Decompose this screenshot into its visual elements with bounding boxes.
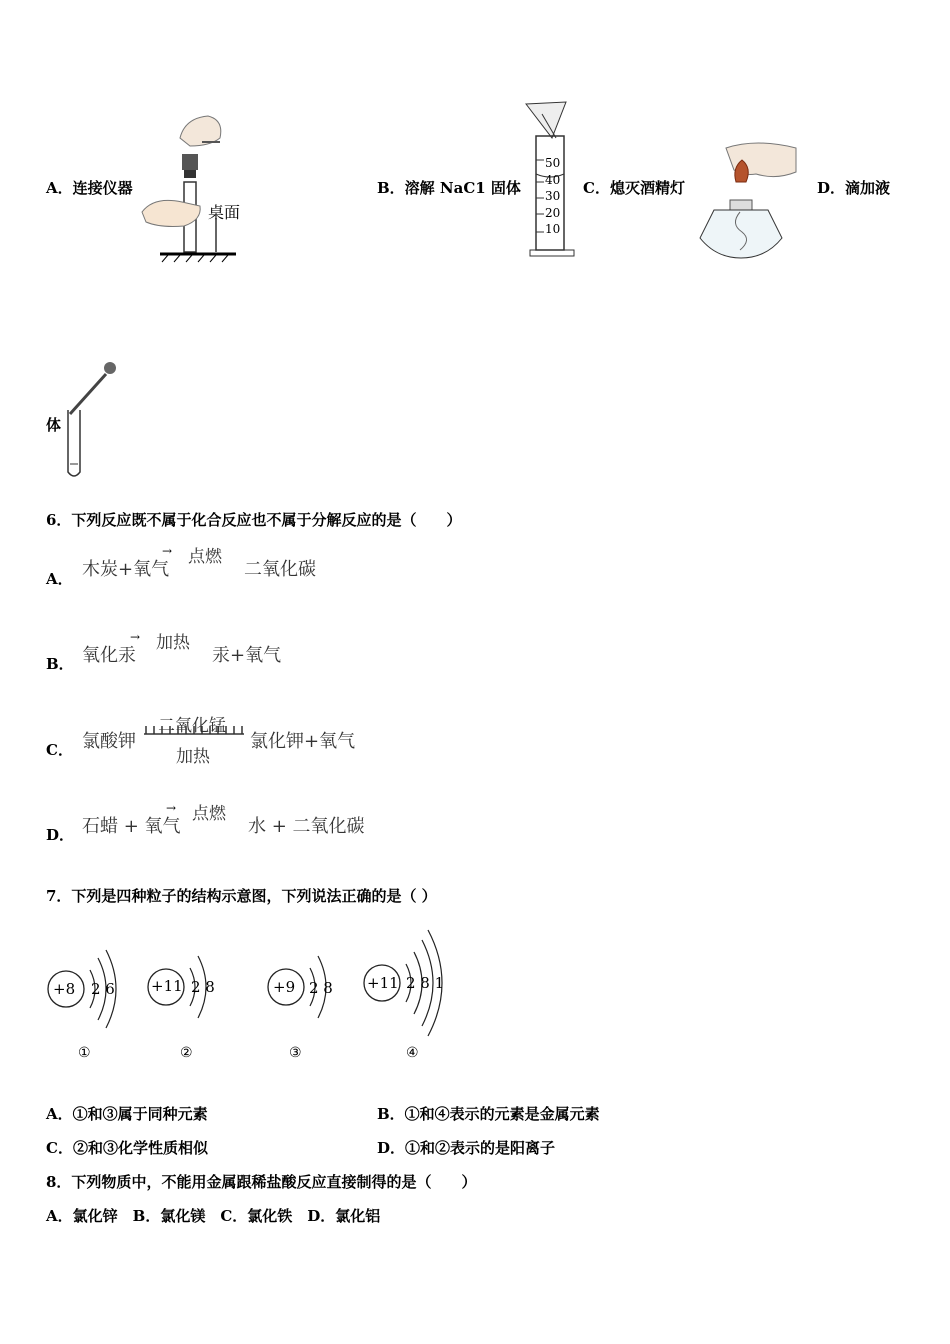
particle-4-electrons: 2 8 1 [406, 974, 445, 992]
particle-4-label: ④ [406, 1045, 419, 1061]
q6-c-condition-bottom: 加热 [176, 747, 210, 767]
connect-apparatus-figure [140, 110, 250, 265]
arrow-icon: → [162, 544, 173, 558]
particle-2-electrons: 2 8 [191, 978, 215, 996]
q7-option-a[interactable]: A．①和③属于同种元素 [46, 1105, 208, 1123]
particle-1-nucleus: +8 [53, 980, 76, 998]
comb-arrow-icon [144, 724, 248, 738]
q6-b-reactants: 氧化汞 [82, 645, 136, 666]
arrow-icon: → [166, 801, 177, 815]
q6-d-reactants: 石蜡 + 氧气 [82, 816, 181, 837]
q6-b-condition: 加热 [156, 633, 190, 653]
table-label: 桌面 [208, 203, 241, 222]
q5-option-c[interactable]: C．熄灭酒精灯 [583, 179, 685, 197]
q6-b-label[interactable]: B． [46, 655, 74, 673]
dropper-test-tube-figure [60, 360, 120, 482]
q8-stem: 8．下列物质中，不能用金属跟稀盐酸反应直接制得的是（ ） [46, 1173, 477, 1191]
particle-1-label: ① [78, 1045, 91, 1061]
q7-option-c[interactable]: C．②和③化学性质相似 [46, 1139, 208, 1157]
arrow-icon: → [130, 630, 141, 644]
q6-a-products: 二氧化碳 [244, 559, 316, 580]
q6-a-condition: 点燃 [188, 547, 222, 567]
q6-d-products: 水 + 二氧化碳 [248, 816, 365, 837]
particle-2-label: ② [180, 1045, 193, 1061]
particle-2-nucleus: +11 [151, 977, 183, 995]
q6-b-products: 汞+氧气 [212, 645, 282, 666]
q7-option-d[interactable]: D．①和②表示的是阳离子 [377, 1139, 556, 1157]
q6-a-label[interactable]: A． [46, 570, 73, 588]
q6-d-label[interactable]: D． [46, 826, 75, 844]
q5-option-d[interactable]: D．滴加液 [817, 179, 891, 197]
q6-c-condition-top: 二氧化锰 [158, 716, 226, 736]
q6-c-reactants: 氯酸钾 [82, 731, 136, 752]
q6-d-condition: 点燃 [192, 804, 226, 824]
particle-3-electrons: 2 8 [309, 979, 333, 997]
q6-c-products: 氯化钾+氧气 [250, 731, 356, 752]
particle-3-label: ③ [289, 1045, 302, 1061]
q6-stem: 6．下列反应既不属于化合反应也不属于分解反应的是（ ） [46, 511, 462, 529]
particle-3-nucleus: +9 [273, 978, 296, 996]
q5-option-d-cont: 体 [46, 416, 62, 434]
q7-option-b[interactable]: B．①和④表示的元素是金属元素 [377, 1105, 600, 1123]
q5-option-a[interactable]: A．连接仪器 [46, 179, 133, 197]
q6-a-reactants: 木炭+氧气 [82, 559, 170, 580]
q7-stem: 7．下列是四种粒子的结构示意图，下列说法正确的是（ ） [46, 887, 437, 905]
particle-4-nucleus: +11 [367, 974, 399, 992]
cylinder-scale: 50 40 30 20 10 [545, 156, 561, 236]
q6-c-label[interactable]: C． [46, 741, 73, 759]
alcohol-lamp-figure [696, 140, 800, 262]
q5-option-b[interactable]: B．溶解 NaC1 固体 [377, 179, 521, 197]
particle-1-electrons: 2 6 [91, 980, 115, 998]
q8-options[interactable]: A．氯化锌 B．氯化镁 C．氯化铁 D．氯化铝 [46, 1207, 381, 1225]
